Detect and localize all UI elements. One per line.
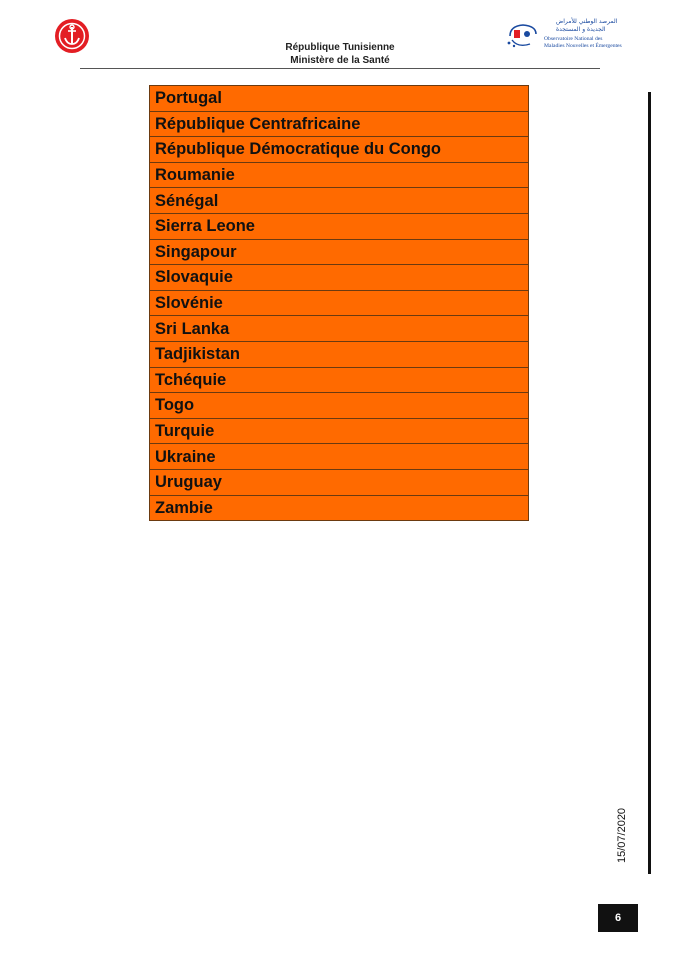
country-cell: Portugal	[150, 86, 529, 112]
country-cell: Ukraine	[150, 444, 529, 470]
table-row	[150, 316, 529, 342]
table-row	[150, 444, 529, 470]
table-row	[150, 367, 529, 393]
country-cell: Turquie	[150, 418, 529, 444]
table-row	[150, 188, 529, 214]
country-cell: Roumanie	[150, 162, 529, 188]
country-cell: Singapour	[150, 239, 529, 265]
header-divider	[80, 68, 600, 69]
country-cell: République Centrafricaine	[150, 111, 529, 137]
country-cell: Sierra Leone	[150, 213, 529, 239]
table-row	[150, 111, 529, 137]
table-row	[150, 469, 529, 495]
country-cell: Sénégal	[150, 188, 529, 214]
observatory-arabic-name-line2: الجديدة و المستجدة	[556, 26, 606, 33]
observatory-arabic-name-line1: المرصد الوطني للأمراض	[556, 18, 618, 25]
table-row	[150, 495, 529, 521]
country-cell: Zambie	[150, 495, 529, 521]
table-row	[150, 290, 529, 316]
country-cell: Tchéquie	[150, 367, 529, 393]
country-cell: Slovaquie	[150, 265, 529, 291]
country-cell: Sri Lanka	[150, 316, 529, 342]
country-list-table	[149, 85, 529, 521]
country-cell: Slovénie	[150, 290, 529, 316]
document-header	[200, 41, 480, 67]
page-number: 6	[598, 904, 638, 932]
country-cell: Uruguay	[150, 469, 529, 495]
table-row	[150, 137, 529, 163]
country-cell: Togo	[150, 393, 529, 419]
margin-vertical-rule	[648, 92, 651, 874]
table-row	[150, 86, 529, 112]
observatory-french-name	[544, 36, 622, 49]
document-date: 15/07/2020	[616, 807, 628, 863]
ministry-logo-icon	[54, 18, 90, 54]
observatory-french-line1: Observatoire National des	[544, 36, 603, 42]
header-ministry: Ministère de la Santé	[290, 55, 390, 66]
table-row	[150, 341, 529, 367]
table-row	[150, 239, 529, 265]
observatory-logo-icon	[506, 18, 626, 54]
country-cell: Tadjikistan	[150, 341, 529, 367]
table-row	[150, 213, 529, 239]
table-row	[150, 162, 529, 188]
observatory-french-line2: Maladies Nouvelles et Émergentes	[544, 42, 622, 49]
table-row	[150, 393, 529, 419]
country-cell: République Démocratique du Congo	[150, 137, 529, 163]
table-row	[150, 265, 529, 291]
table-row	[150, 418, 529, 444]
header-republic: République Tunisienne	[285, 42, 395, 53]
